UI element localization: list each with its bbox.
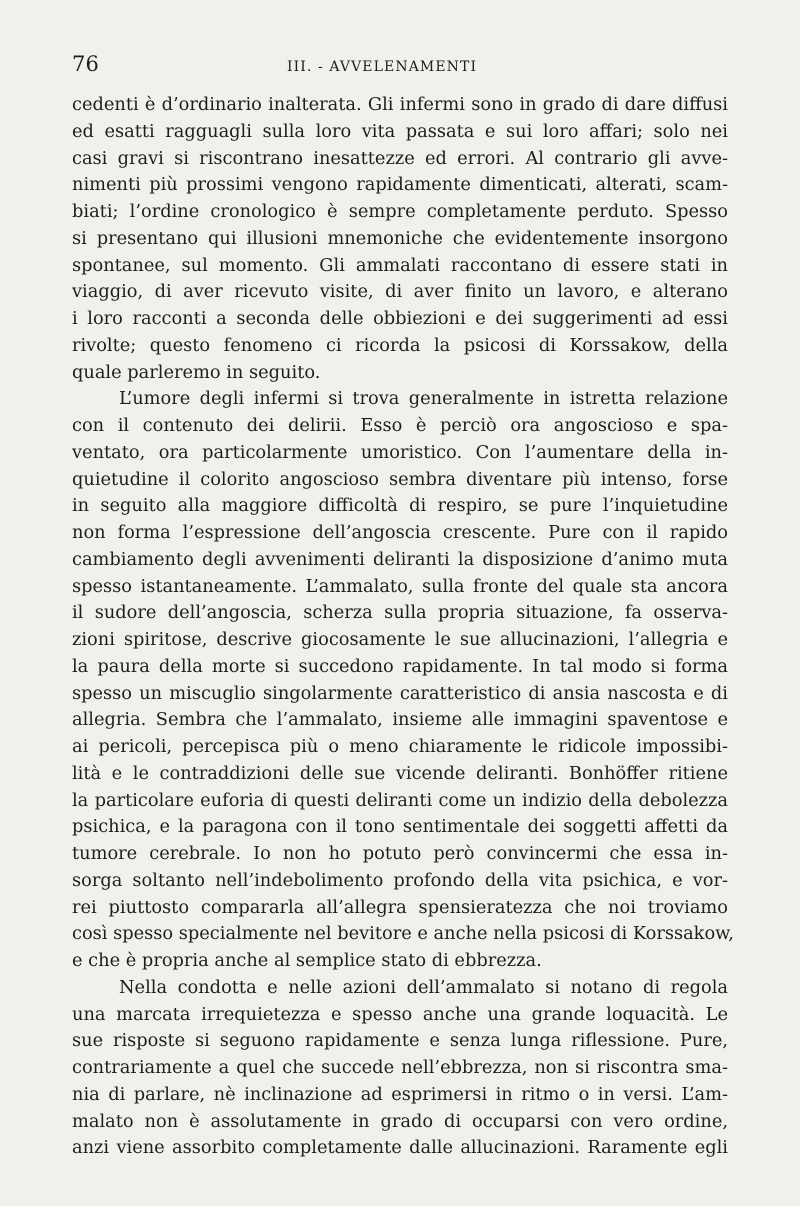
text-line: spesso istantaneamente. L’ammalato, sulla fronte del quale sta ancora [72, 575, 728, 597]
text-line: la particolare euforia di questi deliranti come un indizio della debolezza [72, 789, 728, 811]
text-line: sue risposte si seguono rapidamente e senza lunga riflessione. Pure, [72, 1030, 728, 1052]
text-line: anzi viene assorbito completamente dalle allucinazioni. Raramente egli [72, 1137, 728, 1159]
body-text [72, 92, 734, 1162]
text-line: cedenti è d’ordinario inalterata. Gli infermi sono in grado di dare diffusi [72, 94, 728, 115]
text-line: ed esatti ragguagli sulla loro vita passata e sui loro affari; solo nei [72, 120, 728, 142]
text-line: una marcata irrequietezza e spesso anche una grande loquacità. Le [72, 1003, 728, 1025]
text-line: non forma l’espressione dell’angoscia crescente. Pure con il rapido [72, 522, 728, 543]
text-line: psichica, e la paragona con il tono sentimentale dei soggetti affetti da [72, 816, 728, 838]
text-line: L’umore degli infermi si trova generalmente in istretta relazione [119, 388, 728, 410]
page-number: 76 [72, 52, 100, 76]
text-line: ai pericoli, percepisca più o meno chiaramente le ridicole impossibi- [72, 736, 728, 757]
text-line: quietudine il colorito angoscioso sembra diventare più intenso, forse [72, 468, 728, 490]
running-head: III. - AVVELENAMENTI [287, 59, 478, 75]
text-line: ventato, ora particolarmente umoristico. Con l’aumentare della in- [72, 441, 728, 463]
text-line: lità e le contraddizioni delle sue vicende deliranti. Bonhöffer ritiene [72, 762, 728, 784]
text-line: spesso un miscuglio singolarmente caratteristico di ansia nascosta e di [72, 682, 728, 704]
text-line: spontanee, sul momento. Gli ammalati raccontano di essere stati in [72, 254, 728, 276]
text-line: quale parleremo in seguito. [72, 361, 321, 383]
page-header [72, 52, 728, 82]
text-line: rivolte; questo fenomeno ci ricorda la psicosi di Korssakow, della [72, 334, 728, 356]
text-line: casi gravi si riscontrano inesattezze ed errori. Al contrario gli avve- [72, 147, 728, 169]
text-line: cambiamento degli avvenimenti deliranti la disposizione d’animo muta [72, 548, 728, 570]
text-line: nimenti più prossimi vengono rapidamente dimenticati, alterati, scam- [72, 174, 728, 196]
text-line: in seguito alla maggiore difficoltà di respiro, se pure l’inquietudine [72, 495, 728, 517]
text-line: e che è propria anche al semplice stato di ebbrezza. [72, 950, 542, 971]
text-line: i loro racconti a seconda delle obbiezioni e dei suggerimenti ad essi [72, 308, 728, 329]
text-line: malato non è assolutamente in grado di occuparsi con vero ordine, [72, 1110, 728, 1132]
text-line: il sudore dell’angoscia, scherza sulla propria situazione, fa osserva- [72, 602, 728, 624]
text-line: con il contenuto dei delirii. Esso è perciò ora angoscioso e spa- [72, 415, 728, 436]
text-line: viaggio, di aver ricevuto visite, di aver finito un lavoro, e alterano [72, 281, 728, 303]
text-line: la paura della morte si succedono rapidamente. In tal modo si forma [72, 655, 728, 677]
text-line: zioni spiritose, descrive giocosamente le sue allucinazioni, l’allegria e [72, 629, 728, 650]
text-line: tumore cerebrale. Io non ho potuto però convincermi che essa in- [72, 843, 728, 864]
text-line: sorga soltanto nell’indebolimento profondo della vita psichica, e vor- [72, 869, 728, 891]
text-line: Nella condotta e nelle azioni dell’ammalato si notano di regola [119, 976, 728, 998]
text-line: così spesso specialmente nel bevitore e anche nella psicosi di Korssakow, [72, 923, 734, 945]
text-line: nia di parlare, nè inclinazione ad esprimersi in ritmo o in versi. L’am- [72, 1083, 728, 1105]
text-line: rei piuttosto compararla all’allegra spensieratezza che noi troviamo [72, 896, 728, 918]
text-line: biati; l’ordine cronologico è sempre completamente perduto. Spesso [72, 201, 728, 222]
text-line: si presentano qui illusioni mnemoniche che evidentemente insorgono [72, 227, 728, 249]
text-line: allegria. Sembra che l’ammalato, insieme alle immagini spaventose e [72, 709, 728, 731]
text-line: contrariamente a quel che succede nell’ebbrezza, non si riscontra sma- [72, 1057, 728, 1078]
